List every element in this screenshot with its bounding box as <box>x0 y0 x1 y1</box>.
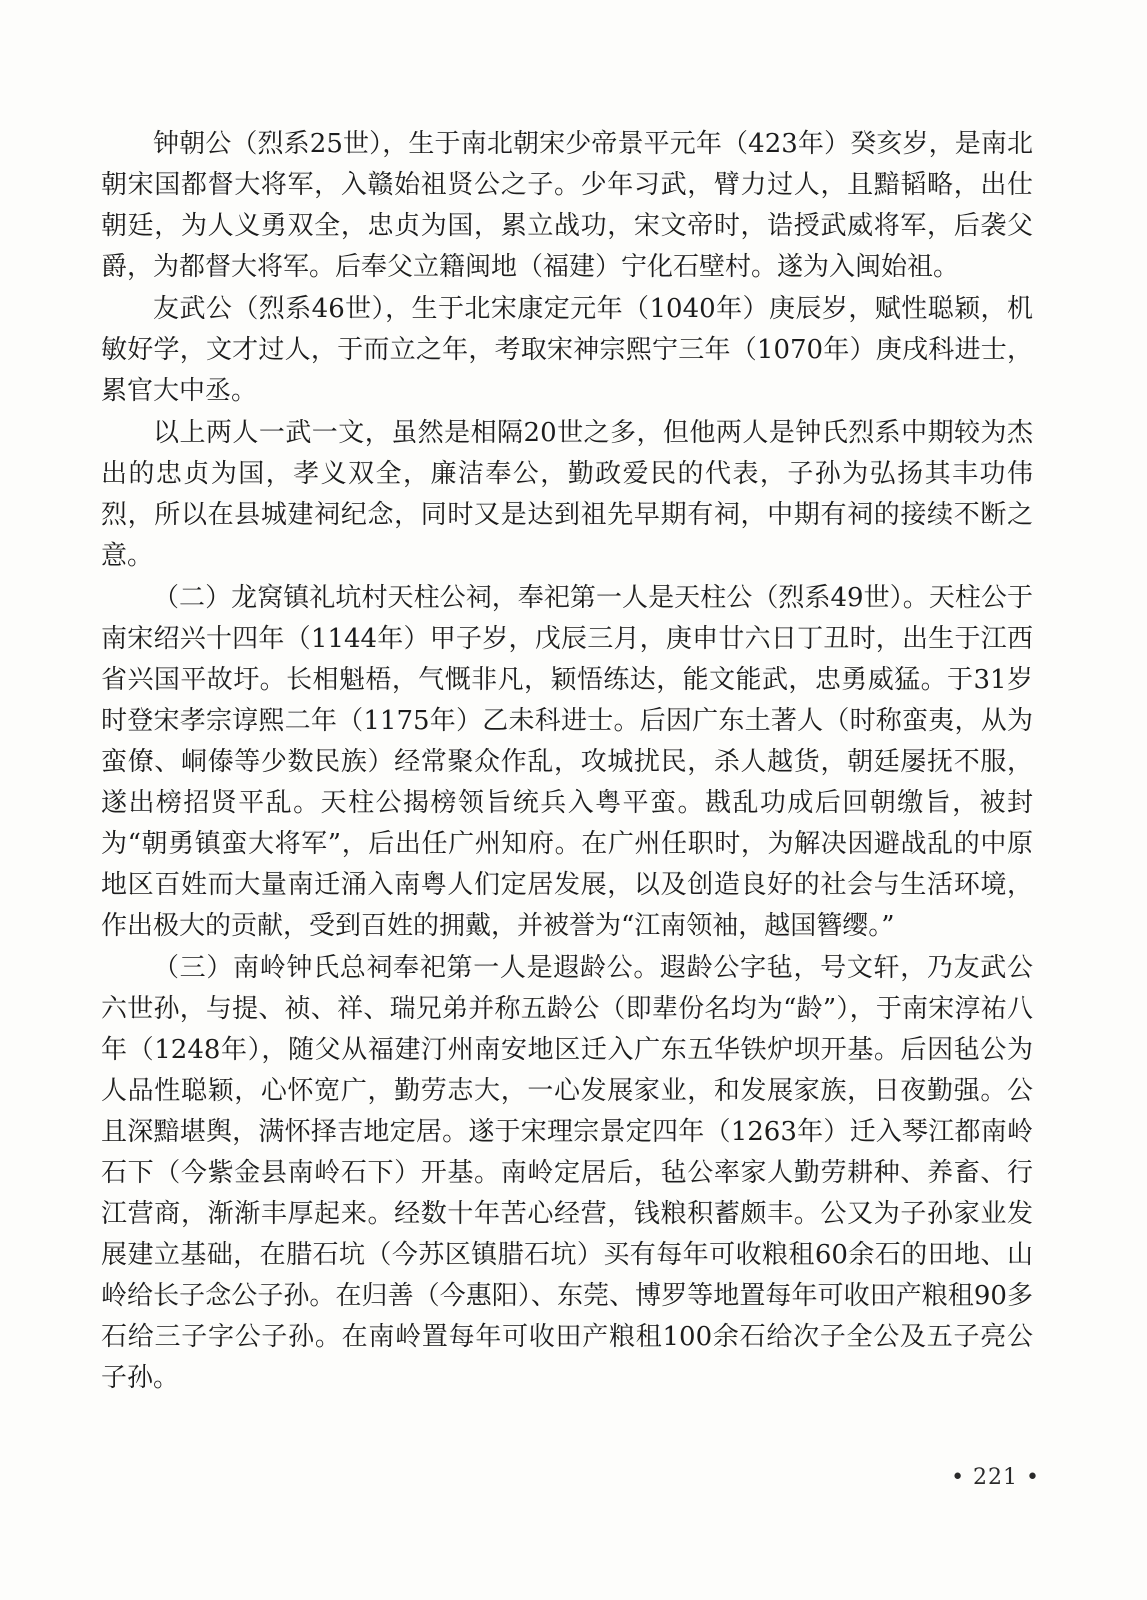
paragraph-zhongchao: 钟朝公（烈系25世），生于南北朝宋少帝景平元年（423年）癸亥岁，是南北朝宋国都督大将军，入赣始祖贤公之子。少年习武，臂力过人，且黯韬略，出仕朝廷，为人义勇双全，忠贞为国，累立战功，宋文帝时，诰授武威将军，后袭父爵，为都督大将军。后奉父立籍闽地（福建）宁化石壁村。遂为入闽始祖。 <box>101 129 1033 282</box>
paragraph-tianzhu-shrine: （二）龙窝镇礼坑村天柱公祠，奉祀第一人是天柱公（烈系49世）。天柱公于南宋绍兴十四年（1144年）甲子岁，戊辰三月，庚申廿六日丁丑时，出生于江西省兴国平故圩。长相魁梧，气慨非凡，颖悟练达，能文能武，忠勇威猛。于31岁时登宋孝宗谆熙二年（1175年）乙未科进士。后因广东土著人（时称蛮夷，从为蛮僚、峒傣等少数民族）经常聚众作乱，攻城扰民，杀人越货，朝廷屡抚不服，遂出榜招贤平乱。天柱公揭榜领旨统兵入粤平蛮。戡乱功成后回朝缴旨，被封为“朝勇镇蛮大将军”，后出任广州知府。在广州任职时，为解决因避战乱的中原地区百姓而大量南迁涌入南粤人们定居发展，以及创造良好的社会与生活环境，作出极大的贡献，受到百姓的拥戴，并被誉为“江南领袖，越国簪缨。” <box>101 583 1033 941</box>
page-body <box>101 124 1033 1399</box>
paragraph-summary: 以上两人一武一文，虽然是相隔20世之多，但他两人是钟氏烈系中期较为杰出的忠贞为国，孝义双全，廉洁奉公，勤政爱民的代表，子孙为弘扬其丰功伟烈，所以在县城建祠纪念，同时又是达到祖先早期有祠，中期有祠的接续不断之意。 <box>101 418 1033 571</box>
paragraph-youwu: 友武公（烈系46世），生于北宋康定元年（1040年）庚辰岁，赋性聪颖，机敏好学，文才过人，于而立之年，考取宋神宗熙宁三年（1070年）庚戌科进士，累官大中丞。 <box>101 294 1033 406</box>
paragraph-nanling-shrine: （三）南岭钟氏总祠奉祀第一人是遐龄公。遐龄公字毡，号文轩，乃友武公六世孙，与提、祯、祥、瑞兄弟并称五龄公（即辈份名均为“龄”），于南宋淳祐八年（1248年），随父从福建汀州南安地区迁入广东五华铁炉坝开基。后因毡公为人品性聪颖，心怀宽广，勤劳志大，一心发展家业，和发展家族，日夜勤强。公且深黯堪舆，满怀择吉地定居。遂于宋理宗景定四年（1263年）迁入琴江都南岭石下（今紫金县南岭石下）开基。南岭定居后，毡公率家人勤劳耕种、养畜、行江营商，渐渐丰厚起来。经数十年苦心经营，钱粮积蓄颇丰。公又为子孙家业发展建立基础，在腊石坑（今苏区镇腊石坑）买有每年可收粮租60余石的田地、山岭给长子念公子孙。在归善（今惠阳）、东莞、博罗等地置每年可收田产粮租90多石给三子字公子孙。在南岭置每年可收田产粮租100余石给次子全公及五子亮公子孙。 <box>101 953 1033 1393</box>
page-number: • 221 • <box>951 1465 1040 1490</box>
